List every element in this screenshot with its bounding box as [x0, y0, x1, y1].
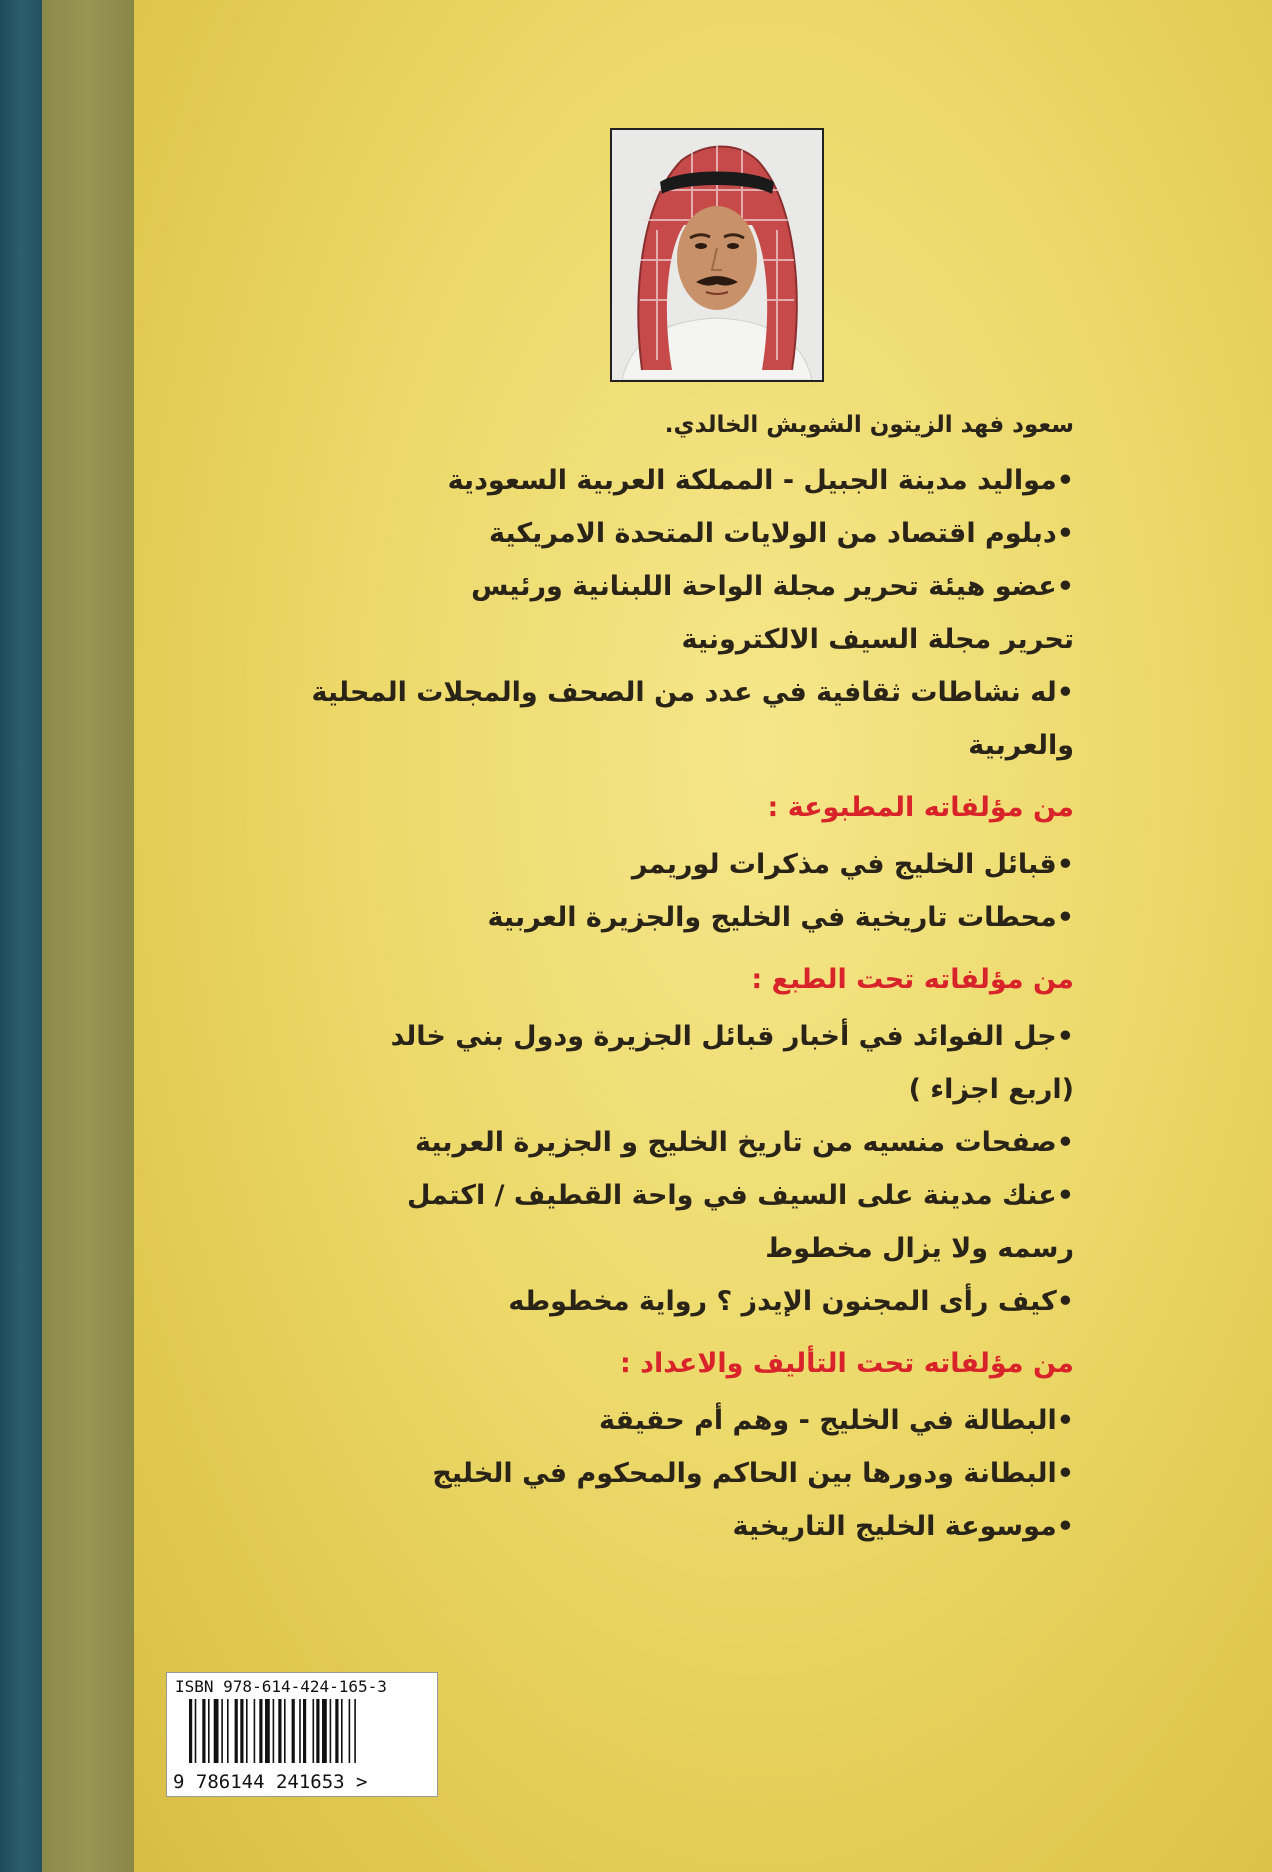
bio-item-education: •دبلوم اقتصاد من الولايات المتحدة الامريكية — [488, 518, 1074, 549]
list-item: •قبائل الخليج في مذكرات لوريمر — [631, 849, 1074, 880]
barcode-icon — [175, 1699, 431, 1771]
bio-item-editorial: •عضو هيئة تحرير مجلة الواحة اللبنانية ورئيس — [471, 571, 1074, 602]
bio-item-activities-cont: والعربية — [968, 730, 1074, 761]
list-item: •كيف رأى المجنون الإيدز ؟ رواية مخطوطه — [508, 1286, 1074, 1317]
list-item-cont: (اربع اجزاء ) — [908, 1074, 1074, 1105]
list-item-cont: رسمه ولا يزال مخطوط — [765, 1233, 1074, 1264]
bio-item-editorial-cont: تحرير مجلة السيف الالكترونية — [681, 624, 1074, 655]
spine-dark-strip — [0, 0, 42, 1872]
isbn-barcode-box — [166, 1672, 438, 1797]
heading-printed-works: من مؤلفاته المطبوعة : — [767, 792, 1074, 823]
author-name: سعود فهد الزيتون الشويش الخالدي. — [664, 412, 1074, 438]
list-item: •عنك مدينة على السيف في واحة القطيف / اكتمل — [407, 1180, 1074, 1211]
list-item: •موسوعة الخليج التاريخية — [732, 1511, 1074, 1542]
list-item: •البطانة ودورها بين الحاكم والمحكوم في الخليج — [432, 1458, 1074, 1489]
author-photo — [610, 128, 824, 382]
bio-item-birthplace: •مواليد مدينة الجبيل - المملكة العربية السعودية — [447, 465, 1074, 496]
heading-in-preparation: من مؤلفاته تحت التأليف والاعداد : — [619, 1348, 1074, 1379]
author-bio — [214, 400, 1074, 1553]
spine-olive-strip — [42, 0, 134, 1872]
bio-item-activities: •له نشاطات ثقافية في عدد من الصحف والمجلات المحلية — [311, 677, 1074, 708]
isbn-label: ISBN 978-614-424-165-3 — [175, 1677, 387, 1696]
list-item: •محطات تاريخية في الخليج والجزيرة العربية — [487, 902, 1074, 933]
isbn-digits: 9 786144 241653 > — [173, 1771, 368, 1793]
list-item: •البطالة في الخليج - وهم أم حقيقة — [598, 1405, 1074, 1436]
list-item: •جل الفوائد في أخبار قبائل الجزيرة ودول بني خالد — [390, 1021, 1074, 1052]
heading-under-print: من مؤلفاته تحت الطبع : — [751, 964, 1074, 995]
list-item: •صفحات منسيه من تاريخ الخليج و الجزيرة العربية — [415, 1127, 1074, 1158]
